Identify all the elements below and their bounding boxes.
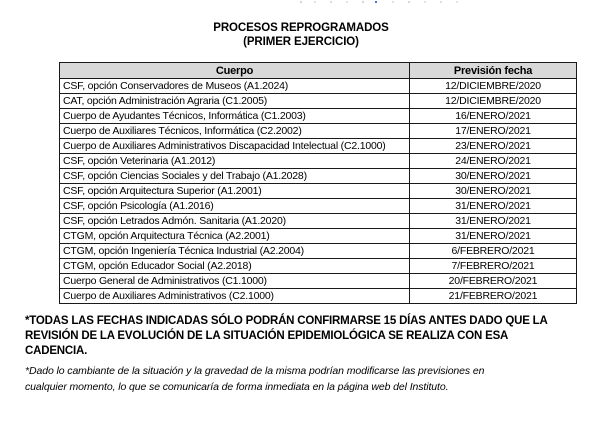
fecha-cell: 16/ENERO/2021 xyxy=(410,109,577,124)
cuerpo-cell: Cuerpo de Auxiliares Administrativos Discapacidad Intelectual (C2.1000) xyxy=(60,139,410,154)
cuerpo-cell: CSF, opción Conservadores de Museos (A1.2024) xyxy=(60,79,410,94)
cuerpo-cell: CSF, opción Arquitectura Superior (A1.2001) xyxy=(60,184,410,199)
table-row xyxy=(60,214,577,229)
disclaimer-note xyxy=(25,364,572,395)
table-row xyxy=(60,139,577,154)
fecha-cell: 30/ENERO/2021 xyxy=(410,184,577,199)
fecha-cell: 12/DICIEMBRE/2020 xyxy=(410,94,577,109)
fecha-cell: 12/DICIEMBRE/2020 xyxy=(410,79,577,94)
header-prevision-fecha: Previsión fecha xyxy=(410,63,577,79)
title-line-1: PROCESOS REPROGRAMADOS xyxy=(213,22,389,34)
fecha-cell: 20/FEBRERO/2021 xyxy=(410,274,577,289)
cuerpo-cell: CSF, opción Veterinaria (A1.2012) xyxy=(60,154,410,169)
table-body xyxy=(60,79,577,304)
cuerpo-cell: CSF, opción Psicología (A1.2016) xyxy=(60,199,410,214)
reprogrammed-processes-table xyxy=(59,62,577,304)
cuerpo-cell: CTGM, opción Ingeniería Técnica Industrial (A2.2004) xyxy=(60,244,410,259)
fecha-cell: 24/ENERO/2021 xyxy=(410,154,577,169)
table-row xyxy=(60,169,577,184)
table-row xyxy=(60,94,577,109)
disclaimer-note-line-2: cualquier momento, lo que se comunicaría de forma inmediata en la página web del Instituto. xyxy=(25,380,449,393)
table-row xyxy=(60,289,577,304)
table-row xyxy=(60,124,577,139)
header-row xyxy=(60,63,577,79)
table-row xyxy=(60,184,577,199)
fecha-cell: 21/FEBRERO/2021 xyxy=(410,289,577,304)
title-line-2: (PRIMER EJERCICIO) xyxy=(243,36,359,48)
table-row xyxy=(60,109,577,124)
header-cuerpo: Cuerpo xyxy=(60,63,410,79)
table-row xyxy=(60,244,577,259)
confirmation-note-line-2: REVISIÓN DE LA EVOLUCIÓN DE LA SITUACIÓN EPIDEMIOLÓGICA SE REALIZA CON ESA xyxy=(25,330,509,342)
confirmation-note-line-3: CADENCIA. xyxy=(25,345,88,357)
confirmation-note-line-1: *TODAS LAS FECHAS INDICADAS SÓLO PODRÁN CONFIRMARSE 15 DÍAS ANTES DADO QUE LA xyxy=(25,315,548,327)
fecha-cell: 6/FEBRERO/2021 xyxy=(410,244,577,259)
fecha-cell: 31/ENERO/2021 xyxy=(410,199,577,214)
disclaimer-note-line-1: *Dado lo cambiante de la situación y la gravedad de la misma podrían modificarse las previsiones en xyxy=(25,365,485,377)
table-row xyxy=(60,229,577,244)
fecha-cell: 23/ENERO/2021 xyxy=(410,139,577,154)
cuerpo-cell: CAT, opción Administración Agraria (C1.2005) xyxy=(60,94,410,109)
table-header xyxy=(60,63,577,79)
table-row xyxy=(60,199,577,214)
cuerpo-cell: CTGM, opción Educador Social (A2.2018) xyxy=(60,259,410,274)
fecha-cell: 31/ENERO/2021 xyxy=(410,229,577,244)
confirmation-note xyxy=(25,314,580,359)
cuerpo-cell: CSF, opción Ciencias Sociales y del Trabajo (A1.2028) xyxy=(60,169,410,184)
fecha-cell: 7/FEBRERO/2021 xyxy=(410,259,577,274)
cuerpo-cell: CTGM, opción Arquitectura Técnica (A2.2001) xyxy=(60,229,410,244)
document-title xyxy=(0,0,602,49)
table-row xyxy=(60,259,577,274)
table-row xyxy=(60,274,577,289)
fecha-cell: 31/ENERO/2021 xyxy=(410,214,577,229)
cuerpo-cell: Cuerpo de Auxiliares Administrativos (C2.1000) xyxy=(60,289,410,304)
cuerpo-cell: CSF, opción Letrados Admón. Sanitaria (A1.2020) xyxy=(60,214,410,229)
fecha-cell: 17/ENERO/2021 xyxy=(410,124,577,139)
cuerpo-cell: Cuerpo de Ayudantes Técnicos, Informática (C1.2003) xyxy=(60,109,410,124)
cuerpo-cell: Cuerpo General de Administrativos (C1.1000) xyxy=(60,274,410,289)
table-row xyxy=(60,79,577,94)
fecha-cell: 30/ENERO/2021 xyxy=(410,169,577,184)
cuerpo-cell: Cuerpo de Auxiliares Técnicos, Informática (C2.2002) xyxy=(60,124,410,139)
table-row xyxy=(60,154,577,169)
cropped-text-artifact xyxy=(300,1,302,3)
